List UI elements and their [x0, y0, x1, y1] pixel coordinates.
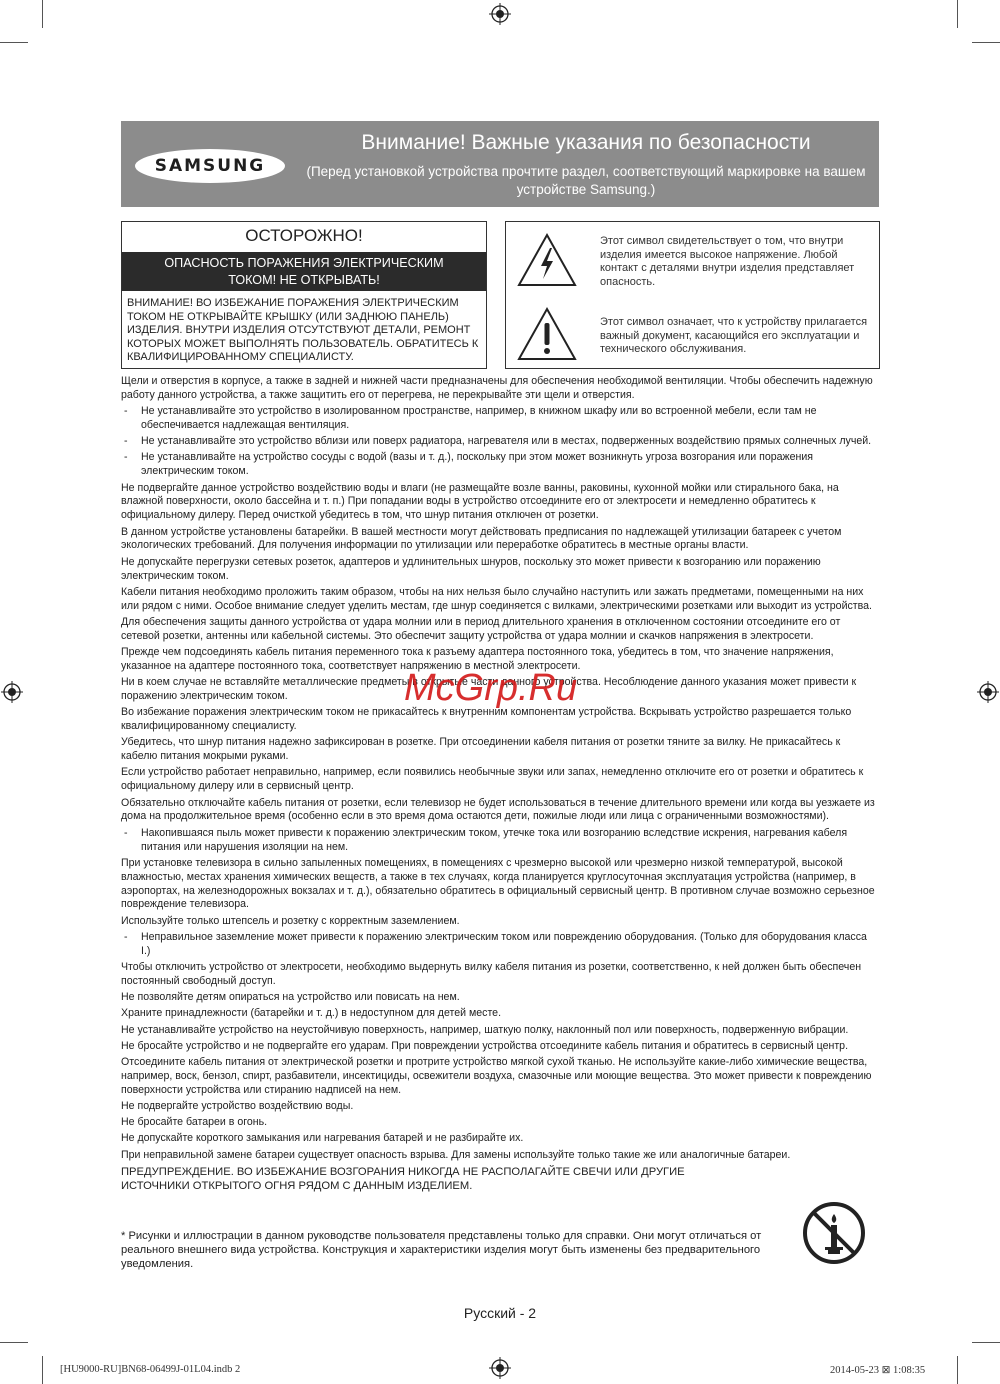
fire-warning: ПРЕДУПРЕЖДЕНИЕ. ВО ИЗБЕЖАНИЕ ВОЗГОРАНИЯ НИКОГДА НЕ РАСПОЛАГАЙТЕ СВЕЧИ ИЛИ ДРУГИЕ ИСТОЧНИКИ ОТКРЫТОГО ОГНЯ РЯДОМ С ДАННЫМ ИЗДЕЛИЕМ. — [121, 1165, 685, 1192]
paragraph: Используйте только штепсель и розетку с корректным заземлением. — [121, 914, 460, 927]
watermark: McGrp.Ru — [404, 667, 578, 709]
caution-band-line2: ТОКОМ! НЕ ОТКРЫВАТЬ! — [228, 273, 380, 287]
header-banner — [121, 121, 879, 207]
paragraph: Не устанавливайте устройство на неустойчивую поверхность, например, шаткую полку, наклонный пол или поверхность, подверженную вибрации. — [121, 1023, 849, 1036]
bullet-item: - Не устанавливайте это устройство в изолированном пространстве, например, в книжном шкафу или во встроенной мебели, если там не обеспечивается надлежащая вентиляция. — [121, 405, 879, 433]
crop-mark — [957, 1356, 958, 1384]
paragraph: Не подвергайте данное устройство воздействию воды и влаги (не размещайте возле ванны, раковины, кухонной мойки или стирального бака, на влажной поверхности, около бассейна и т. п.) При попадании воды в устройство отсоедините его от электросети и немедленно обратитесь к официальному дилеру. Перед очисткой убедитесь в том, что шнур питания отключен от розетки. — [121, 481, 839, 522]
paragraph: Не допускайте короткого замыкания или нагревания батарей и не разбирайте их. — [121, 1132, 524, 1145]
paragraph: Обязательно отключайте кабель питания от розетки, если телевизор не будет использоваться в течение длительного времени или когда вы уезжаете из дома на продолжительное время (особенно если в это время дома остаются дети, пожилые люди или лица с ограниченными возможностями). — [121, 796, 875, 823]
footnote: * Рисунки и иллюстрации в данном руководстве пользователя представлены только для справки. Они могут отличаться от реального внешнего вида устройства. Конструкция и характеристики изделия могут быть изменены без предварительного уведомления. — [121, 1230, 762, 1270]
paragraph: Во избежание поражения электрическим током не прикасайтесь к внутренним компонентам устройства. Вскрывать устройство разрешается только квалифицированному специалисту. — [121, 706, 852, 733]
paragraph: В данном устройстве установлены батарейки. В вашей местности могут действовать предписания по надлежащей утилизации батареек с учетом экологических требований. Для получения информации по утилизации или переработке обратитесь в местные органы власти. — [121, 525, 842, 552]
footer-file-info: [HU9000-RU]BN68-06499J-01L04.indb 2 — [60, 1364, 241, 1375]
crop-mark — [957, 0, 958, 28]
bullet-item: - Накопившаяся пыль может привести к поражению электрическим током, утечке тока или возгоранию вследствие искрения, нагревания кабеля питания или нарушения изоляции на нем. — [121, 827, 879, 855]
caution-band — [122, 252, 486, 291]
paragraph: Не бросайте батареи в огонь. — [121, 1116, 268, 1129]
exclamation-triangle-icon — [516, 306, 578, 362]
paragraph: Прежде чем подсоединять кабель питания переменного тока к разъему адаптера постоянного тока, убедитесь в том, что значение напряжения, указанное на адаптере постоянного тока, соответствует напряжению в местной электросети. — [121, 645, 834, 672]
page-number: Русский - 2 — [463, 1305, 537, 1321]
crop-mark — [42, 1356, 43, 1384]
paragraph: Не допускайте перегрузки сетевых розеток, адаптеров и удлинительных шнуров, поскольку это может привести к возгоранию или поражению электрическим током. — [121, 555, 821, 582]
crop-mark — [0, 1342, 28, 1343]
voltage-symbol-text: Этот символ свидетельствует о том, что внутри изделия имеется высокое напряжение. Любой контакт с деталями внутри изделия представляет опасность. — [600, 235, 855, 288]
bullet-item: - Не устанавливайте это устройство вблизи или поверх радиатора, нагревателя или в местах, подверженных воздействию прямых солнечных лучей. — [121, 435, 879, 449]
paragraph: При установке телевизора в сильно запыленных помещениях, в помещениях с чрезмерно высокой или чрезмерно низкой температурой, высокой влажностью, местах хранения химических веществ, а также в тех случаях, когда планируется круглосуточная эксплуатация устройства (например, в аэропортах, на железнодорожных вокзалах и т. д.), обязательно обратитесь в официальный сервисный центр. В противном случае возможно серьезное повреждение телевизора. — [121, 856, 875, 911]
paragraph: При неправильной замене батареи существует опасность взрыва. Для замены используйте только такие же или аналогичные батареи. — [121, 1148, 791, 1161]
paragraph: Убедитесь, что шнур питания надежно зафиксирован в розетке. При отсоединении кабеля питания от розетки тяните за вилку. Не прикасайтесь к кабелю питания мокрыми руками. — [121, 736, 841, 763]
symbols-box — [505, 221, 880, 369]
paragraph: Для обеспечения защиты данного устройства от удара молнии или в период длительного хранения в отключенном состоянии отсоедините его от сетевой розетки, антенны или кабельной системы. Это обеспечит защиту устройства от удара молнии и скачков напряжения в электросети. — [121, 615, 841, 642]
paragraph: Не бросайте устройство и не подвергайте его ударам. При повреждении устройства отсоедините кабель питания и обратитесь в сервисный центр. — [121, 1039, 849, 1052]
lightning-triangle-icon — [516, 232, 578, 288]
paragraph: Отсоедините кабель питания от электрической розетки и протрите устройство мягкой сухой тканью. Не используйте какие-либо химические вещества, например, воск, бензол, спирт, разбавители, инсектициды, освежители воздуха, смазочные или моющие вещества. Это может привести к повреждению поверхности устройства или стиранию надписей на нем. — [121, 1055, 872, 1096]
paragraph: Если устройство работает неправильно, например, если появились необычные звуки или запах, немедленно отключите его от розетки и обратитесь к официальному дилеру или в сервисный центр. — [121, 766, 864, 793]
paragraph: Не позволяйте детям опираться на устройство или повисать на нем. — [121, 991, 460, 1004]
crop-mark — [42, 0, 43, 28]
paragraph: Храните принадлежности (батарейки и т. д.) в недоступном для детей месте. — [121, 1007, 502, 1020]
samsung-logo — [135, 149, 285, 183]
paragraph: Чтобы отключить устройство от электросети, необходимо выдернуть вилку кабеля питания из розетки, соответственно, к ней должен быть обеспечен постоянный свободный доступ. — [121, 960, 862, 987]
crop-mark — [972, 42, 1000, 43]
paragraph: Щели и отверстия в корпусе, а также в задней и нижней части предназначены для обеспечения необходимой вентиляции. Чтобы обеспечить надежную работу данного устройства, а также защитить его от перегрева, не перекрывайте эти щели и отверстия. — [121, 375, 873, 401]
page-title: Внимание! Важные указания по безопасности — [361, 131, 811, 154]
registration-mark-icon — [489, 3, 511, 25]
caution-box — [121, 221, 487, 369]
bullet-item: - Неправильное заземление может привести к поражению электрическим током или повреждению оборудования. (Только для оборудования класса I.) — [121, 931, 879, 959]
logo-text: SAMSUNG — [154, 156, 266, 176]
important-symbol-text: Этот символ означает, что к устройству прилагается важный документ, касающийся его эксплуатации и технического обслуживания. — [600, 316, 868, 356]
paragraph: Не подвергайте устройство воздействию воды. — [121, 1099, 354, 1112]
registration-mark-icon — [489, 1357, 511, 1379]
footer-timestamp: 2014-05-23 ⊠ 1:08:35 — [830, 1365, 926, 1376]
caution-band-line1: ОПАСНОСТЬ ПОРАЖЕНИЯ ЭЛЕКТРИЧЕСКИМ — [164, 256, 444, 270]
crop-mark — [0, 42, 28, 43]
page-subtitle: (Перед установкой устройства прочтите раздел, соответствующий маркировке на вашем устройстве Samsung.) — [306, 164, 866, 197]
safety-instructions — [121, 375, 879, 1195]
registration-mark-icon — [977, 681, 999, 703]
caution-text: ВНИМАНИЕ! ВО ИЗБЕЖАНИЕ ПОРАЖЕНИЯ ЭЛЕКТРИЧЕСКИМ ТОКОМ НЕ ОТКРЫВАЙТЕ КРЫШКУ (ИЛИ ЗАДНЮЮ ПАНЕЛЬ) ИЗДЕЛИЯ. ВНУТРИ ИЗДЕЛИЯ ОТСУТСТВУЮТ ДЕТАЛИ, РЕМОНТ КОТОРЫХ МОЖЕТ ВЫПОЛНЯТЬ ПОЛЬЗОВАТЕЛЬ. ОБРАТИТЕСЬ К КВАЛИФИЦИРОВАННОМУ СПЕЦИАЛИСТУ. — [127, 297, 479, 364]
caution-title: ОСТОРОЖНО! — [245, 226, 363, 245]
bullet-item: - Не устанавливайте на устройство сосуды с водой (вазы и т. д.), поскольку при этом может возникнуть угроза возгорания или поражения электрическим током. — [121, 451, 879, 479]
paragraph: Ни в коем случае не вставляйте металлические предметы в открытые части данного устройства. Несоблюдение данного указания может привести к поражению электрическим током. — [121, 676, 857, 702]
no-candle-icon — [802, 1201, 866, 1265]
crop-mark — [972, 1342, 1000, 1343]
paragraph: Кабели питания необходимо проложить таким образом, чтобы на них нельзя было случайно наступить или зажать предметами, помещенными на них или рядом с ними. Особое внимание следует уделить местам, где шнур соединяется с вилками, электрическими розетками или выходит из устройства. — [121, 585, 872, 612]
registration-mark-icon — [1, 681, 23, 703]
